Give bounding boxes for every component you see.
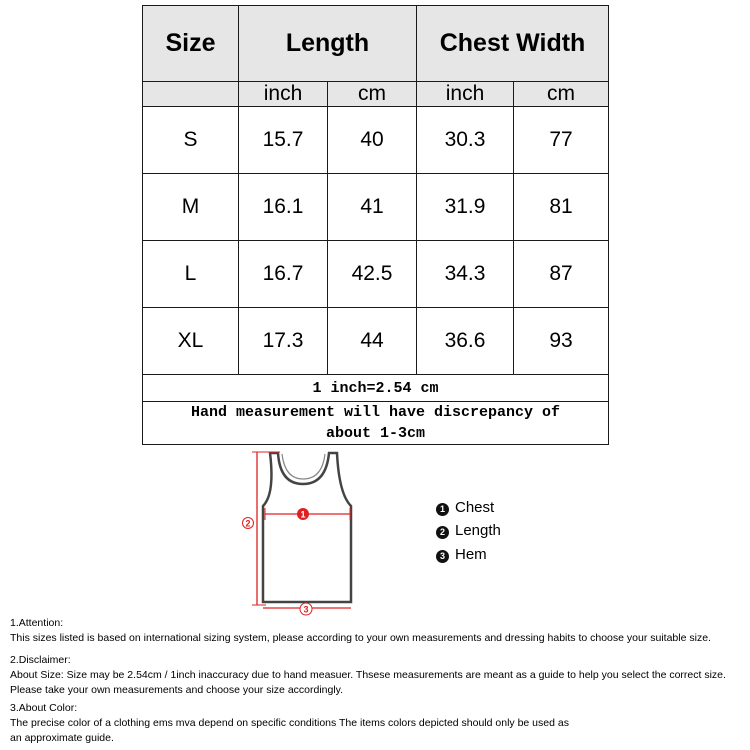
svg-text:2: 2 (245, 518, 251, 529)
discrepancy-line-2: about 1-3cm (325, 425, 426, 442)
chest-cm-cell: 81 (514, 174, 609, 241)
length-inch-cell: 16.1 (239, 174, 328, 241)
color-title: 3.About Color: (10, 702, 78, 714)
disclaimer-text-line-1: About Size: Size may be 2.54cm / 1inch inaccuracy due to hand measuer. Thsese measurements are meant as a guide to help you select the correct size. (10, 669, 726, 681)
color-text-line-1: The precise color of a clothing ems mva depend on specific conditions The items colors depicted should only be used as (10, 717, 569, 729)
chest-cm-cell: 77 (514, 107, 609, 174)
attention-title: 1.Attention: (10, 617, 64, 629)
unit-header: inch (239, 82, 328, 107)
table-row (143, 241, 609, 308)
discrepancy-line-1: Hand measurement will have discrepancy of (190, 404, 561, 421)
table-row (143, 107, 609, 174)
chest-cm-cell: 93 (514, 308, 609, 375)
disclaimer-text-line-2: Please take your own measurements and choose your size accordingly. (10, 684, 344, 696)
legend-label: Chest (455, 499, 495, 516)
disclaimer-note (10, 653, 745, 698)
length-cm-cell: 44 (328, 308, 417, 375)
chest-marker (297, 508, 309, 520)
legend-item-chest (436, 499, 494, 517)
chest-inch-cell: 31.9 (417, 174, 514, 241)
length-cm-cell: 40 (328, 107, 417, 174)
attention-text: This sizes listed is based on international sizing system, please according to your own measurements and dressing habits to choose your suitable size. (10, 632, 711, 644)
unit-header-blank (143, 82, 239, 107)
length-cm-cell: 42.5 (328, 241, 417, 308)
color-note (10, 701, 745, 746)
chest-inch-cell: 34.3 (417, 241, 514, 308)
length-cm-cell: 41 (328, 174, 417, 241)
length-header: Length (239, 6, 417, 82)
size-chart-table (142, 5, 609, 445)
number-3-icon: 3 (436, 550, 449, 563)
disclaimer-title: 2.Disclaimer: (10, 654, 71, 666)
tank-top-neck-detail (282, 454, 325, 479)
length-marker (243, 518, 254, 529)
length-inch-cell: 15.7 (239, 107, 328, 174)
number-2-icon: 2 (436, 526, 449, 539)
chest-cm-cell: 87 (514, 241, 609, 308)
number-1-icon: 1 (436, 503, 449, 516)
chest-inch-cell: 36.6 (417, 308, 514, 375)
unit-header: inch (417, 82, 514, 107)
size-cell: S (143, 107, 239, 174)
chest-width-header: Chest Width (417, 6, 609, 82)
legend-item-length (436, 522, 501, 540)
legend-label: Hem (455, 546, 487, 563)
chest-inch-cell: 30.3 (417, 107, 514, 174)
size-cell: XL (143, 308, 239, 375)
table-row (143, 174, 609, 241)
size-cell: M (143, 174, 239, 241)
legend-label: Length (455, 522, 501, 539)
legend-item-hem (436, 546, 487, 564)
conversion-note: 1 inch=2.54 cm (143, 375, 609, 402)
attention-note (10, 616, 745, 646)
size-cell: L (143, 241, 239, 308)
unit-header: cm (328, 82, 417, 107)
svg-text:1: 1 (300, 509, 306, 520)
table-row (143, 308, 609, 375)
length-inch-cell: 16.7 (239, 241, 328, 308)
color-text-line-2: an approximate guide. (10, 732, 114, 744)
svg-text:3: 3 (303, 604, 309, 615)
discrepancy-note (143, 402, 609, 445)
unit-header: cm (514, 82, 609, 107)
size-header: Size (143, 6, 239, 82)
length-inch-cell: 17.3 (239, 308, 328, 375)
tank-top-measurement-diagram (240, 448, 370, 616)
tank-top-outline (263, 453, 351, 602)
hem-marker (300, 603, 312, 615)
